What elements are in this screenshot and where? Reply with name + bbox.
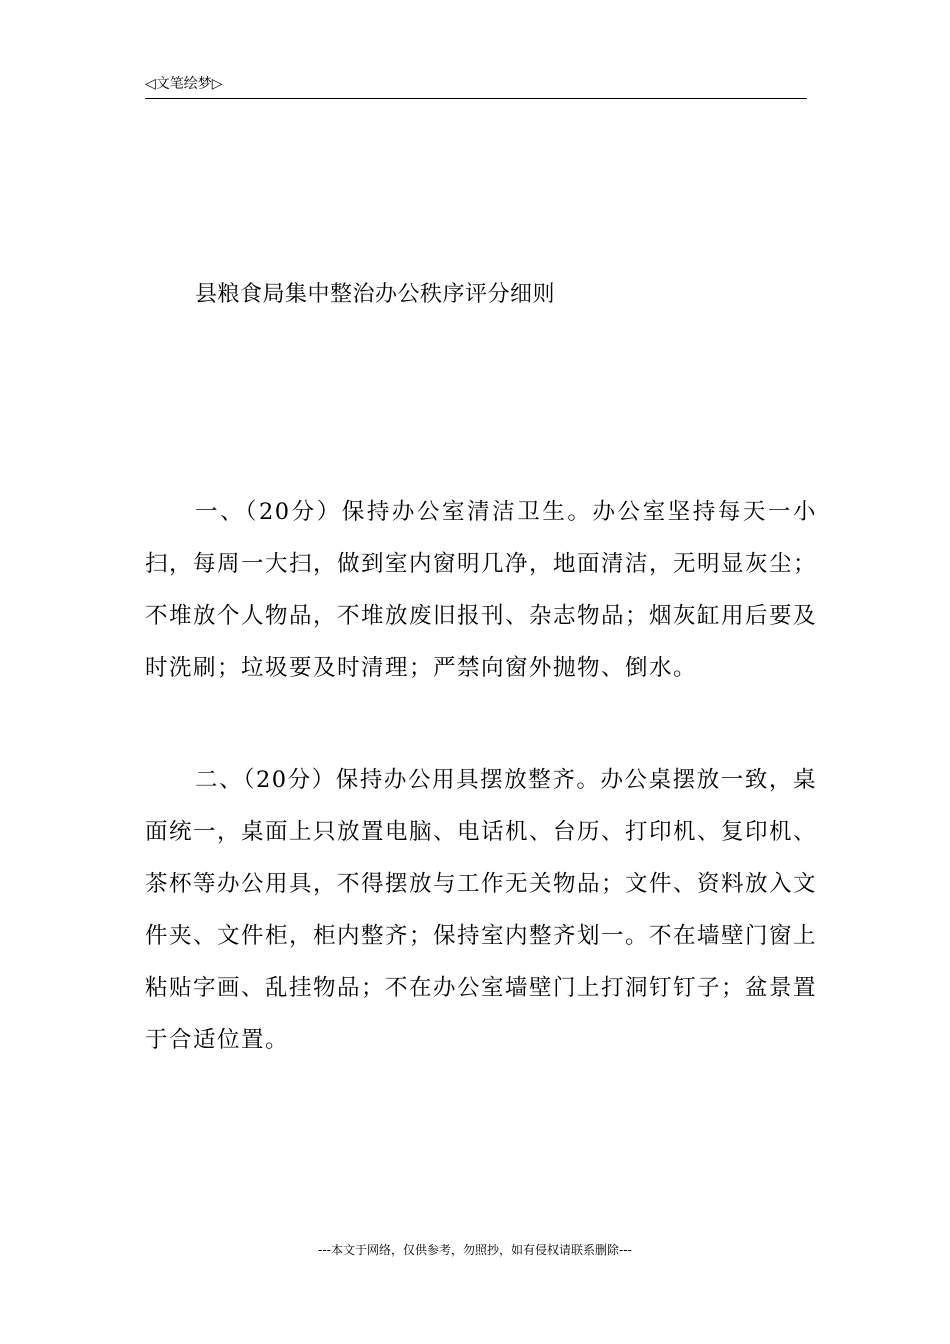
document-title: 县粮食局集中整治办公秩序评分细则 (195, 282, 556, 307)
paragraph-1: 一、（20分）保持办公室清洁卫生。办公室坚持每天一小扫，每周一大扫，做到室内窗明几净，地面清洁，无明显灰尘；不堆放个人物品，不堆放废旧报刊、杂志物品；烟灰缸用后要及时洗刷；垃圾要及时清理；严禁向窗外抛物、倒水。 (145, 499, 818, 681)
header-text: ◁文笔绘梦▷ (145, 76, 223, 92)
page-header (145, 74, 807, 99)
paragraph-2: 二、（20分）保持办公用具摆放整齐。办公桌摆放一致，桌面统一，桌面上只放置电脑、电话机、台历、打印机、复印机、茶杯等办公用具，不得摆放与工作无关物品；文件、资料放入文件夹、文件柜，柜内整齐；保持室内整齐划一。不在墙壁门窗上粘贴字画、乱挂物品；不在办公室墙壁门上打洞钉钉子；盆景置于合适位置。 (145, 767, 818, 1053)
page-footer: ---本文于网络，仅供参考，勿照抄，如有侵权请联系删除--- (318, 1243, 632, 1257)
